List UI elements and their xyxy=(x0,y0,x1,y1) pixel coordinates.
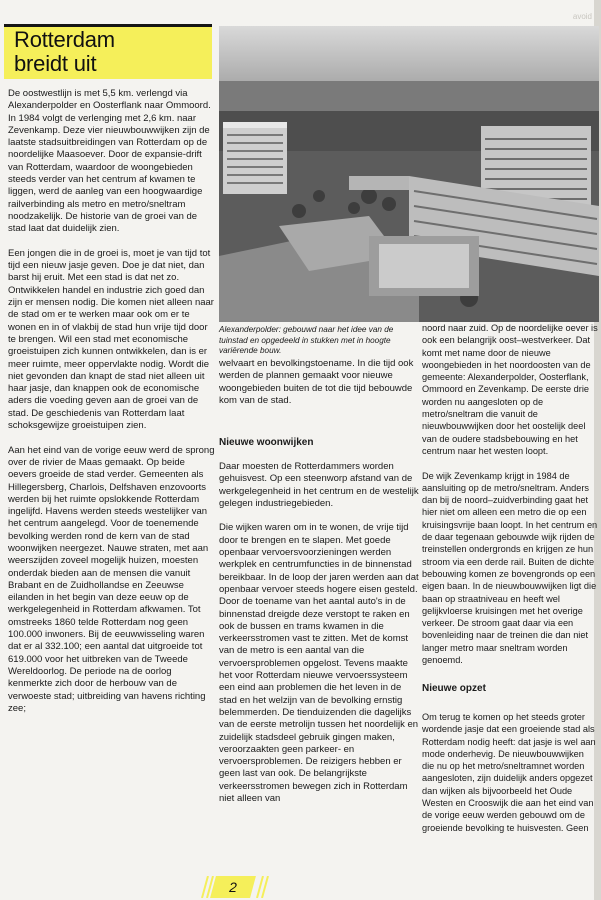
corner-mark: avoid xyxy=(572,12,592,21)
page-number-badge xyxy=(210,876,256,898)
page-number: 2 xyxy=(229,879,237,895)
paragraph: De oostwestlijn is met 5,5 km. verlengd via Alexanderpolder en Oosterflank naar Ommoord. In 1984 volgt de verlenging met 2,6 km. naar Zevenkamp. Deze vier nieuwbouwwijken zijn de laatste stadsuitbreidingen van Rotterdam op de noordelijke Maasoever. Door de expansie-drift van Rotterdam, waardoor de woongebieden steeds verder van het centrum af kwamen te liggen, werd de aanleg van een hoogwaardige railverbinding als metro en metro/sneltram noodzakelijk. De historie van de groei van de stad laat dat duidelijk zien. xyxy=(8,88,211,235)
aerial-photo xyxy=(219,26,599,322)
column-3 xyxy=(422,322,598,679)
section-heading-nieuwe-opzet: Nieuwe opzet xyxy=(422,683,486,694)
paragraph: noord naar zuid. Op de noordelijke oever is ook een belangrijk oost–westverkeer. Dat komt met name door de nieuwe woongebieden in het noordoosten van de gemeente: Alexanderpolder, Oosterflank, Ommoord en Zevenkamp. De eerste drie worden nu aangesloten op de metro/sneltram die vanuit de nieuwbouwwijken door het oostelijk deel van de oudere stadsbebouwing en het centrum naar het westen loopt. xyxy=(422,323,598,456)
photo-caption: Alexanderpolder: gebouwd naar het idee van de tuinstad en opgedeeld in stukken met in hoogte variërende bouw. xyxy=(219,325,394,355)
paragraph: Om terug te komen op het steeds groter wordende jasje dat een groeiende stad als Rotterdam nodig heeft: dat jasje is wel aan mode onderhevig. De nieuwbouwwijken die nu op het metro/sneltramnet worden aangesloten, zijn duidelijk anders opgezet dan wijken als bijvoorbeeld het Oude Westen en Crooswijk die aan het eind van de vorige eeuw werden gebouwd om de groeiende bevolking te huisvesten. Geen xyxy=(422,712,596,833)
title-line-2: breidt uit xyxy=(14,51,97,76)
paragraph: welvaart en bevolkingstoename. In die tijd ook werden de plannen gemaakt voor nieuwe woongebieden buiten de tot die tijd bebouwde kom van de stad. xyxy=(219,358,414,406)
paragraph: De wijk Zevenkamp krijgt in 1984 de aansluiting op de metro/sneltram. Anders dan bij de noord–zuidverbinding gaat het hier niet om alleen een metro die op een kruisingsvrije baan loopt. In het centrum en de daar tegenaan gebouwde wijk rijden de treinstellen ondergronds en krijgen ze hun stroom via een derde rail. Buiten de dichte bebouwing komen ze bovengronds op een eigen baan. In de nieuwbouwwijken ligt die baan op straatniveau en heeft wel gelijkvloerse kruisingen met het overige verkeer. De stroom gaat daar via een bovenleiding naar de treinen die dan niet langer metro maar sneltram worden genoemd. xyxy=(422,470,598,666)
paragraph: Een jongen die in de groei is, moet je van tijd tot tijd een nieuw jasje geven. Doe je dat niet, dan barst hij eruit. Met een stad is dat net zo. Ontwikkelen handel en industrie zich goed dan zijn er mensen nodig. Die komen niet alleen naar de stad om er te werken maar ook om er te wonen en in of vlakbij de stad hun vrije tijd door te brengen. Wil een stad met economische groeistuipen zich kunnen ontwikkelen, dan is er meer ruimte, meer oppervlakte nodig. Wordt die niet gevonden dan knapt de stad niet alleen uit haar jasje, dan knappen ook de economische aders die voeding geven aan de groei van de stad. De geschiedenis van Rotterdam laat schoksgewijze groeistuipen zien. xyxy=(8,247,214,432)
column-1 xyxy=(8,88,216,727)
title-line-1: Rotterdam xyxy=(14,27,115,52)
column-2 xyxy=(219,358,419,419)
column-2-body xyxy=(219,461,419,818)
column-3-end xyxy=(422,711,598,846)
title-box xyxy=(4,24,212,79)
section-heading-nieuwe-woonwijken: Nieuwe woonwijken xyxy=(219,437,314,448)
paragraph: Aan het eind van de vorige eeuw werd de sprong over de rivier de Maas gemaakt. Op beide oevers groeide de stad verder. Gemeenten als Hillegersberg, Charlois, Delfshaven enzovoorts werden bij het ruimte opslokkende Rotterdam ingelijfd. Havens werden steeds westelijker van het centrum aangelegd. Voor de toenemende bevolking werden rond de kern van de stad woonwijken neergezet. Nauwe straten, met aan weerszijden zoveel mogelijk huizen, moesten onderdak bieden aan de mensen die vanuit Brabant en de Zuidhollandse en Zeeuwse eilanden in het begin van deze eeuw op de werkgelegenheid in Rotterdam afkwamen. Tot omstreeks 1860 telde Rotterdam nog geen 100.000 inwoners. Bij de eeuwwisseling waren dat er al 332.100; een aantal dat uitgroeide tot 619.000 voor het uitbreken van de Tweede Wereldoorlog. De periode na de oorlog kenmerkte zich door de herbouw van de verwoeste stad; uitbreiding van havens richting zee; xyxy=(8,444,215,714)
paragraph: Daar moesten de Rotterdammers worden gehuisvest. Op een steenworp afstand van de werkgelegenheid in het centrum en de westelijk gelegen industriegebieden. xyxy=(219,461,419,509)
photo-illustration xyxy=(219,26,599,322)
paragraph: Die wijken waren om in te wonen, de vrije tijd door te brengen en te slapen. Met goede openbaar vervoersvoorzieningen werden werkplek en centrumfuncties in de binnenstad bereikbaar. In de loop der jaren werden aan dat openbaar vervoer steeds hogere eisen gesteld. Door de toename van het aantal auto's in de binnenstad dreigde deze verstopt te raken en ook de bussen en trams kwamen in die verkeersstromen vast te zitten. Met de komst van de metro is een aantal van die vervoersproblemen opgelost. Tevens maakte het voor Rotterdam nieuwe vervoerssysteem een eind aan problemen die het leven in de stad en het welzijn van de bevolking ernstig belemmerden. De tienduizenden die dagelijks van de eerste metrolijn tussen het noordelijk en zuidelijk stadsdeel gebruik gingen maken, veroorzaakten geen parkeer- en vervoersproblemen. De reizigers hebben er geen last van ook. De belangrijkste verkeersstromen bewegen zich in Rotterdam niet alleen van xyxy=(219,522,419,805)
